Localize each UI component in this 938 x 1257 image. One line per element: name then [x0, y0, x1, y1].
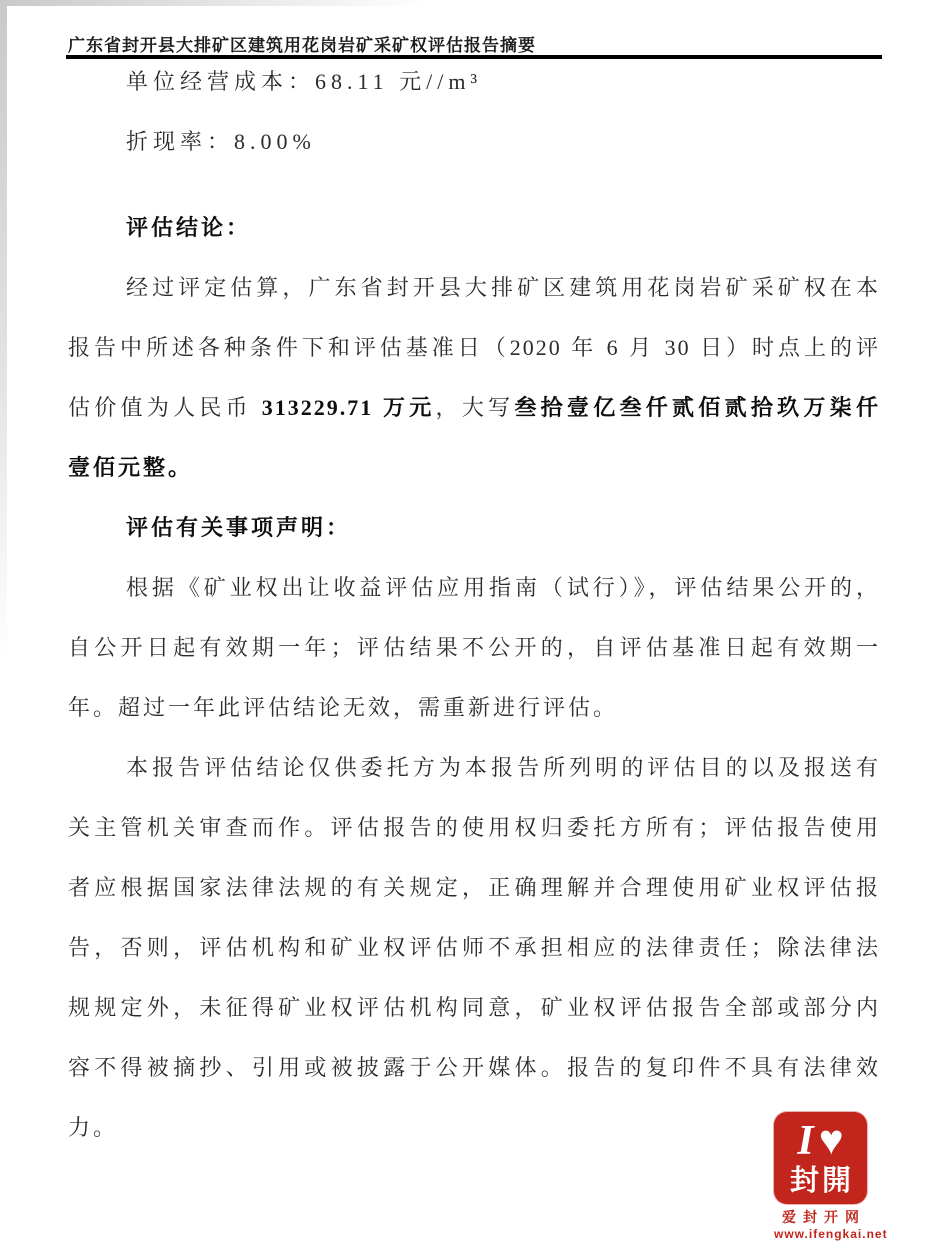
statement-p2-line-7: 力。	[68, 1115, 119, 1140]
scan-edge-top	[0, 0, 430, 6]
valuation-prefix: 估价值为人民币	[68, 395, 262, 420]
statement-p1-line-1: 根据《矿业权出让收益评估应用指南（试行）》，评估结果公开的，	[126, 575, 880, 600]
stamp-top-row	[797, 1119, 843, 1163]
report-header-title: 广东省封开县大排矿区建筑用花岗岩矿采矿权评估报告摘要	[68, 36, 536, 55]
logo-caption: 爱封开网	[782, 1209, 866, 1225]
statement-p2-line-4: 告，否则，评估机构和矿业权评估师不承担相应的法律责任；除法律法	[68, 935, 880, 960]
statement-p2-line-1: 本报告评估结论仅供委托方为本报告所列明的评估目的以及报送有	[126, 755, 880, 780]
statement-p2-line-5: 规规定外，未征得矿业权评估机构同意，矿业权评估报告全部或部分内	[68, 995, 880, 1020]
conclusion-line-2: 报告中所述各种条件下和评估基准日（2020 年 6 月 30 日）时点上的评	[68, 335, 880, 360]
valuation-amount: 313229.71 万元	[261, 395, 436, 420]
document-body	[68, 52, 880, 1158]
valuation-caps-line-2: 壹佰元整。	[68, 455, 194, 480]
logo-url: www.ifengkai.net	[774, 1227, 888, 1241]
discount-rate-line: 折现率：8.00%	[126, 129, 316, 154]
conclusion-heading: 评估结论：	[126, 215, 252, 240]
valuation-mid: ，大写	[435, 395, 515, 420]
letter-i-glyph: I	[797, 1118, 814, 1164]
valuation-line	[68, 378, 880, 438]
statement-p1-line-2: 自公开日起有效期一年；评估结果不公开的，自评估基准日起有效期一	[68, 635, 880, 660]
conclusion-line-1: 经过评定估算，广东省封开县大排矿区建筑用花岗岩矿采矿权在本	[126, 275, 880, 300]
scan-edge-left	[0, 0, 7, 660]
statement-p1-line-3: 年。超过一年此评估结论无效，需重新进行评估。	[68, 695, 619, 720]
heart-icon: ♥	[818, 1118, 844, 1164]
ifengkai-stamp	[774, 1112, 867, 1204]
statement-heading: 评估有关事项声明：	[126, 515, 352, 540]
unit-cost-line: 单位经营成本：68.11 元//m³	[126, 69, 483, 94]
statement-p2-line-6: 容不得被摘抄、引用或被披露于公开媒体。报告的复印件不具有法律效	[68, 1055, 880, 1080]
valuation-caps-line-1: 叁拾壹亿叁仟贰佰贰拾玖万柒仟	[514, 395, 880, 420]
section-gap	[68, 172, 880, 198]
statement-p2-line-3: 者应根据国家法律法规的有关规定，正确理解并合理使用矿业权评估报	[68, 875, 880, 900]
stamp-characters: 封開	[789, 1165, 854, 1197]
statement-p2-line-2: 关主管机关审查而作。评估报告的使用权归委托方所有；评估报告使用	[68, 815, 880, 840]
ifengkai-logo	[774, 1112, 888, 1241]
